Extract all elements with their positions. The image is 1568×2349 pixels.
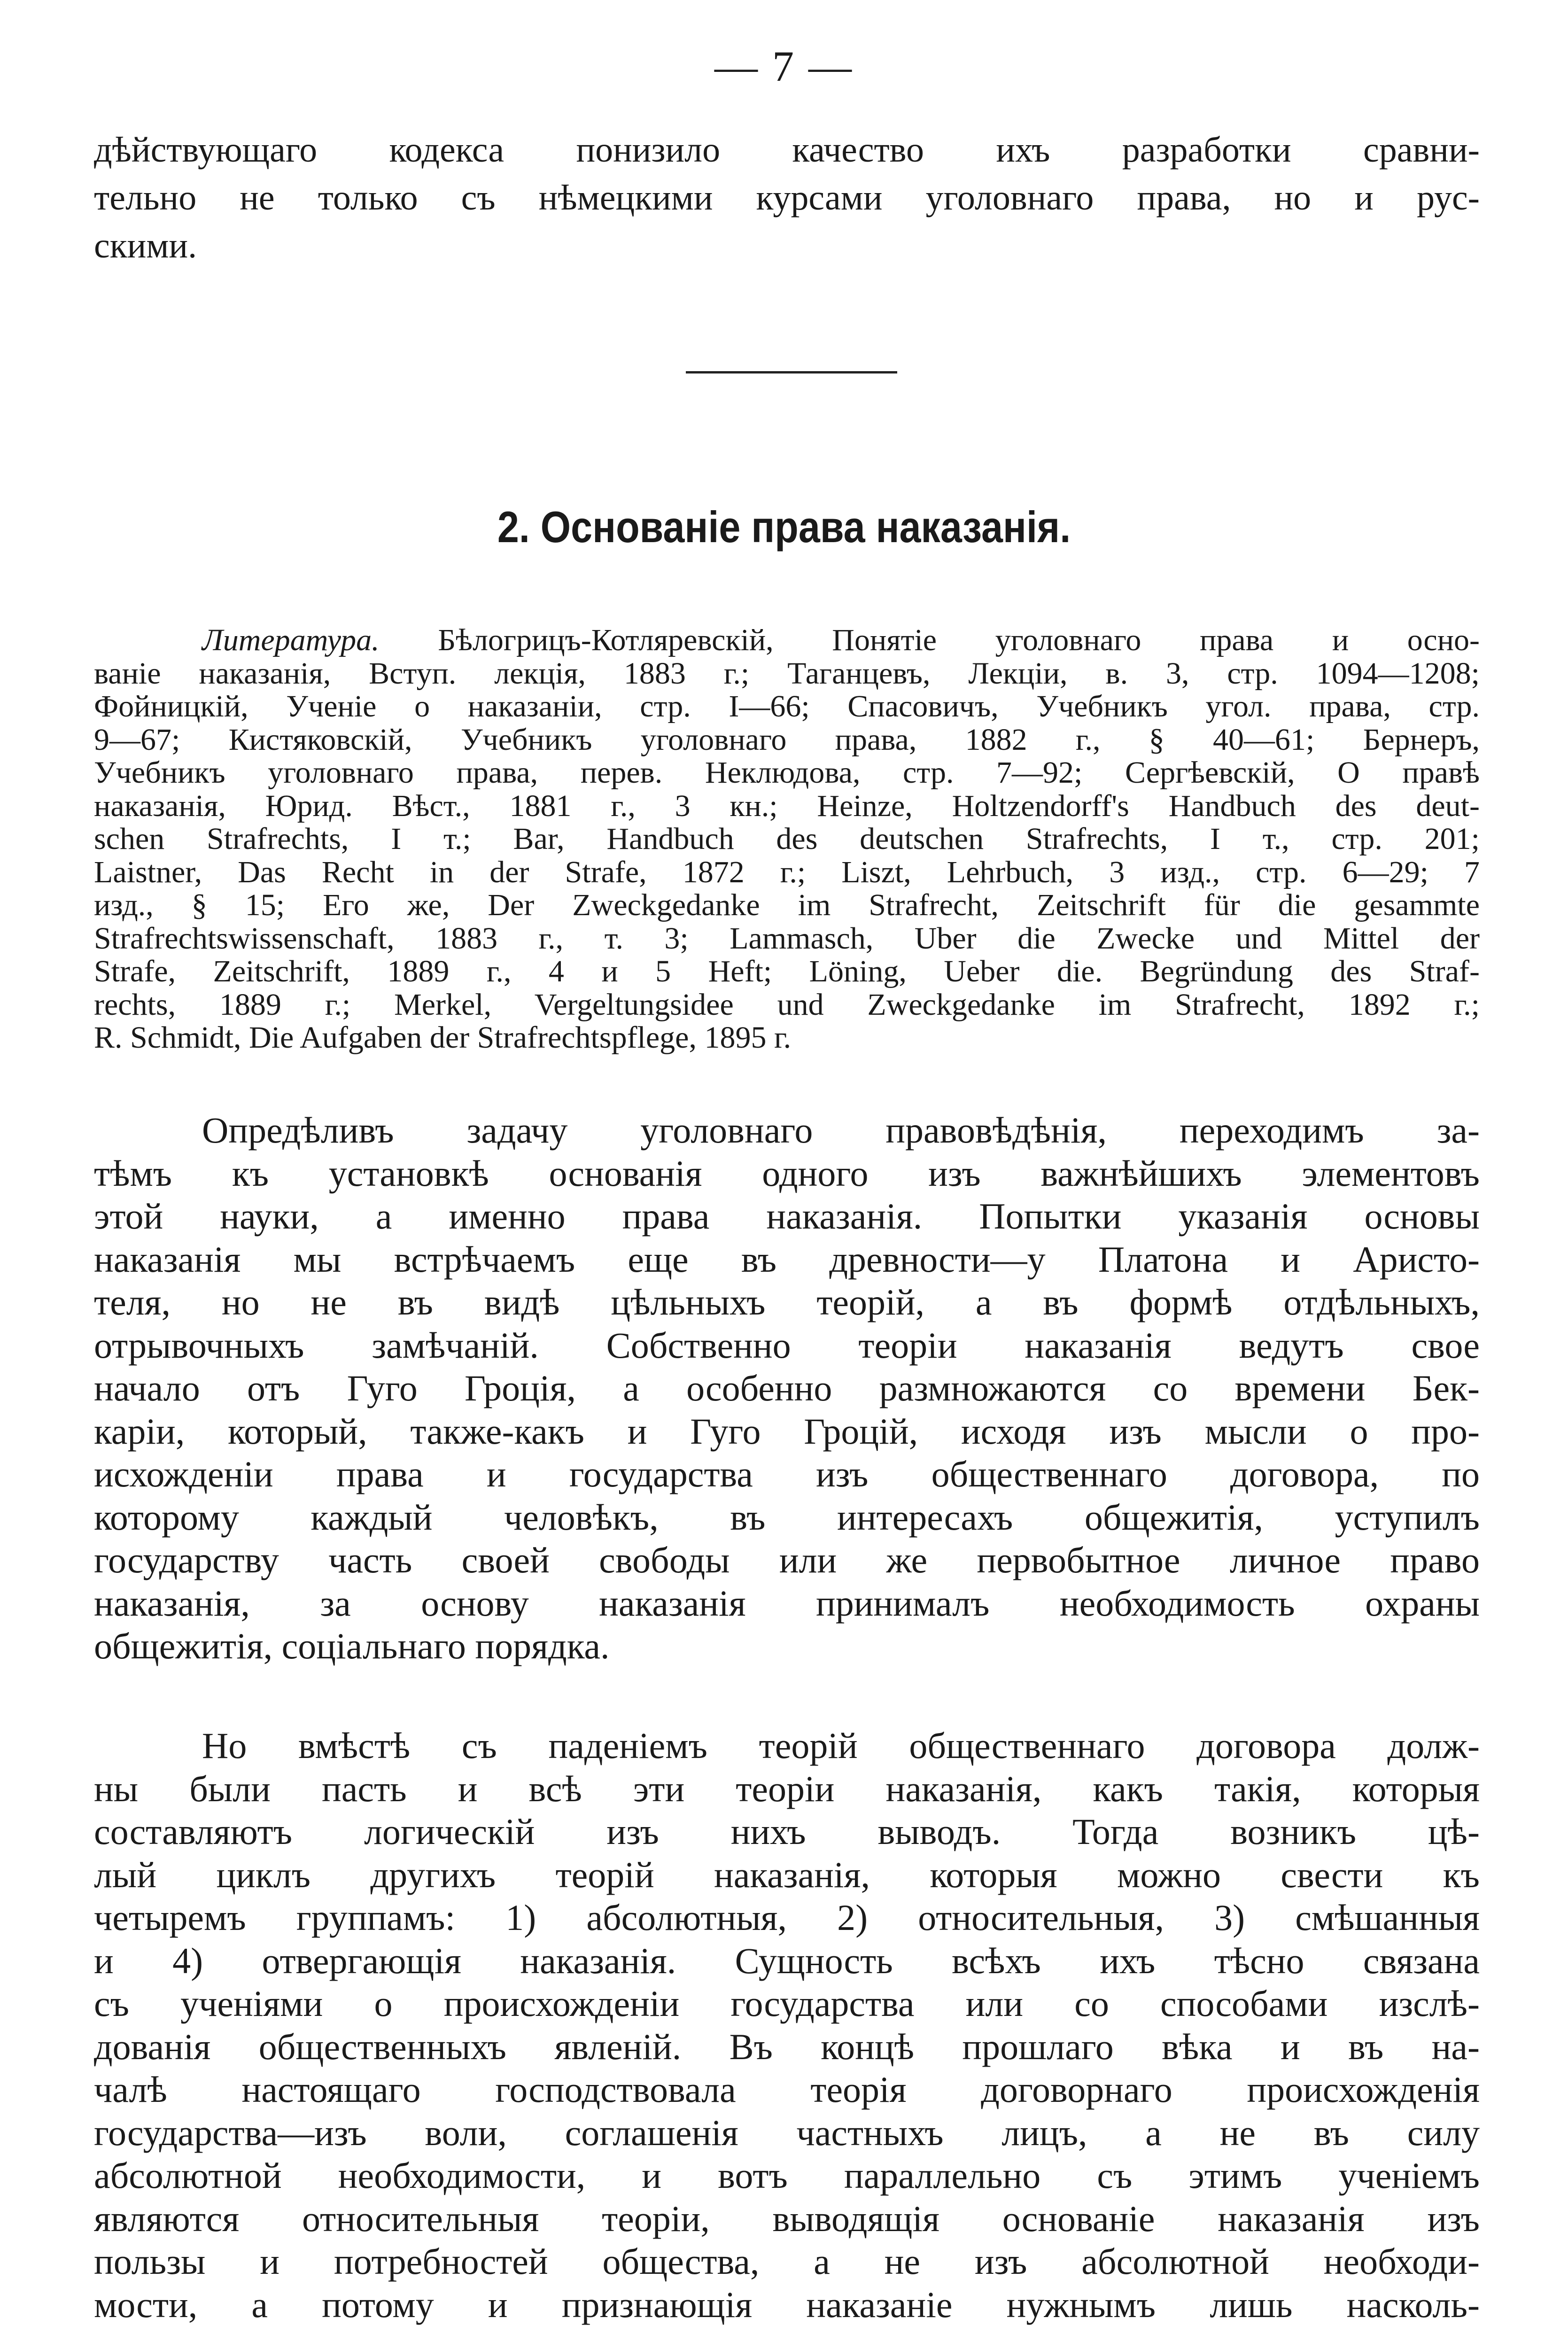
text-line: чалѣ настоящаго господствовала теорія договорнаго происхожденія [94, 2069, 1480, 2110]
intro-paragraph [94, 126, 1480, 270]
paragraph-1 [94, 1109, 1480, 1668]
text-line: Но вмѣстѣ съ паденіемъ теорій общественнаго договора долж- [202, 1725, 1480, 1766]
section-divider [686, 371, 897, 373]
text-line: абсолютной необходимости, и вотъ параллельно съ этимъ ученіемъ [94, 2155, 1480, 2196]
text-line: которому каждый человѣкъ, въ интересахъ общежитія, уступилъ [94, 1496, 1480, 1538]
text-line: государства—изъ воли, соглашенія частныхъ лицъ, а не въ силу [94, 2112, 1480, 2153]
text-line: четыремъ группамъ: 1) абсолютныя, 2) относительныя, 3) смѣшанныя [94, 1897, 1480, 1938]
literature-line: rechts, 1889 г.; Merkel, Vergeltungsidee und Zweckgedanke im Strafrecht, 1892 г.; [94, 988, 1480, 1021]
text-line: съ ученіями о происхожденіи государства или со способами изслѣ- [94, 1983, 1480, 2024]
literature-line: R. Schmidt, Die Aufgaben der Strafrechtspflege, 1895 г. [94, 1021, 792, 1055]
text-line: этой науки, а именно права наказанія. Попытки указанія основы [94, 1196, 1480, 1237]
text-line: теля, но не въ видѣ цѣльныхъ теорій, а въ формѣ отдѣльныхъ, [94, 1282, 1480, 1322]
text-line: тѣмъ къ установкѣ основанія одного изъ важнѣйшихъ элементовъ [94, 1152, 1480, 1194]
text-line: пользы и потребностей общества, а не изъ абсолютной необходи- [94, 2241, 1480, 2282]
literature-line: наказанія, Юрид. Вѣст., 1881 г., 3 кн.; Heinze, Holtzendorff's Handbuch des deut- [94, 789, 1480, 823]
text-line: лый циклъ другихъ теорій наказанія, которыя можно свести къ [94, 1854, 1480, 1895]
literature-line: изд., § 15; Его же, Der Zweckgedanke im Strafrecht, Zeitschrift für die gesammte [94, 889, 1480, 922]
text-line: являются относительныя теоріи, выводящія основаніе наказанія изъ [94, 2198, 1480, 2239]
literature-line: Учебникъ уголовнаго права, перев. Неклюдова, стр. 7—92; Сергѣевскій, О правѣ [94, 756, 1480, 790]
literature-line: Фойницкій, Ученіе о наказаніи, стр. I—66; Спасовичъ, Учебникъ угол. права, стр. [94, 690, 1480, 723]
text-line: и 4) отвергающія наказанія. Сущность всѣхъ ихъ тѣсно связана [94, 1940, 1480, 1981]
literature-first-line-text: Бѣлогрицъ-Котляревскій, Понятіе уголовнаго права и осно- [438, 624, 1480, 657]
section-title: 2. Основаніе права наказанія. [497, 502, 1071, 552]
text-line: общежитія, соціальнаго порядка. [94, 1626, 610, 1666]
text-line: исхожденіи права и государства изъ общественнаго договора, по [94, 1454, 1480, 1494]
literature-line: ваніе наказанія, Вступ. лекція, 1883 г.; Таганцевъ, Лекціи, в. 3, стр. 1094—1208; [94, 657, 1480, 690]
text-line: каріи, который, также-какъ и Гуго Гроцій, исходя изъ мысли о про- [94, 1410, 1480, 1452]
literature-block [94, 624, 1480, 1055]
text-line: Опредѣливъ задачу уголовнаго правовѣдѣнія, переходимъ за- [202, 1110, 1480, 1151]
text-line: дованія общественныхъ явленій. Въ концѣ прошлаго вѣка и въ на- [94, 2026, 1480, 2067]
literature-line: Strafrechtswissenschaft, 1883 г., т. 3; Lammasch, Uber die Zwecke und Mittel der [94, 922, 1480, 955]
literature-line: Laistner, Das Recht in der Strafe, 1872 г.; Liszt, Lehrbuch, 3 изд., стр. 6—29; 7 [94, 856, 1480, 889]
text-line: мости, а потому и признающія наказаніе нужнымъ лишь насколь- [94, 2284, 1480, 2325]
literature-line: 9—67; Кистяковскій, Учебникъ уголовнаго права, 1882 г., § 40—61; Бернеръ, [94, 723, 1480, 756]
literature-line: Strafe, Zeitschrift, 1889 г., 4 и 5 Heft; Löning, Ueber die. Begründung des Straf- [94, 955, 1480, 988]
text-line: ны были пасть и всѣ эти теоріи наказанія, какъ такія, которыя [94, 1768, 1480, 1809]
literature-first-line [94, 624, 1480, 657]
literature-line: schen Strafrechts, I т.; Bar, Handbuch des deutschen Strafrechts, I т., стр. 201; [94, 823, 1480, 856]
text-line: наказанія, за основу наказанія принималъ необходимость охраны [94, 1582, 1480, 1624]
text-line: наказанія мы встрѣчаемъ еще въ древности—у Платона и Аристо- [94, 1238, 1480, 1280]
paragraph-2 [94, 1724, 1480, 2326]
text-line: дѣйствующаго кодекса понизило качество ихъ разработки сравни- [94, 130, 1480, 170]
text-line: тельно не только съ нѣмецкими курсами уголовнаго права, но и рус- [94, 178, 1480, 218]
text-line: отрывочныхъ замѣчаній. Собственно теоріи наказанія ведутъ свое [94, 1324, 1480, 1366]
text-line: начало отъ Гуго Гроція, а особенно размножаются со времени Бек- [94, 1368, 1480, 1408]
literature-label: Литература. [202, 624, 380, 657]
text-line: составляютъ логическій изъ нихъ выводъ. Тогда возникъ цѣ- [94, 1811, 1480, 1852]
text-line: скими. [94, 226, 197, 265]
text-line: государству часть своей свободы или же первобытное личное право [94, 1540, 1480, 1580]
page-number: — 7 — [714, 42, 854, 90]
